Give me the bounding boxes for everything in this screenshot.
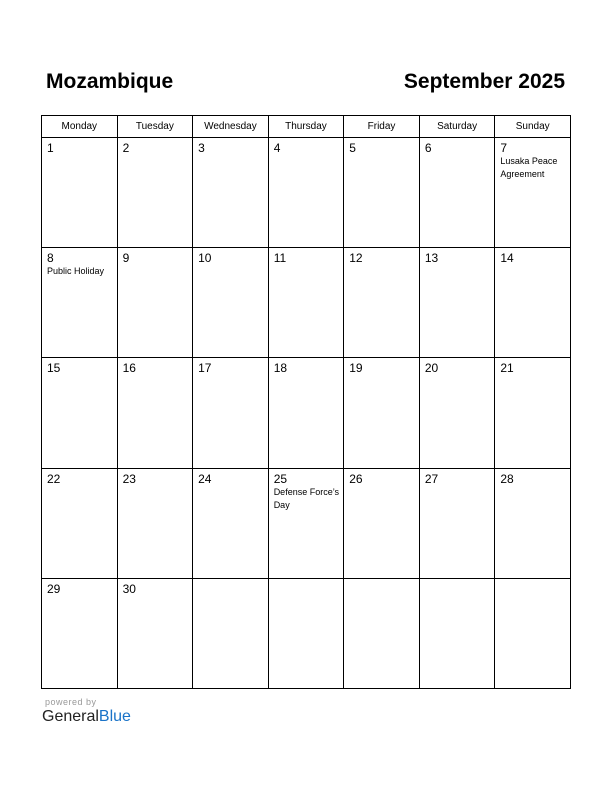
day-number: 26 (349, 471, 363, 486)
day-number: 19 (349, 361, 363, 376)
day-cell (193, 138, 269, 248)
day-number (269, 579, 344, 582)
day-cell (268, 578, 344, 688)
day-cell (495, 138, 571, 248)
week-row (42, 468, 571, 578)
day-number: 27 (424, 471, 439, 486)
day-cell (419, 248, 495, 358)
day-cell (268, 358, 344, 468)
logo-text-general: General (42, 708, 99, 725)
week-row (42, 358, 571, 468)
weekday-header: Friday (344, 116, 420, 138)
day-number: 15 (47, 361, 61, 376)
weekday-header: Monday (42, 116, 118, 138)
week-row (42, 248, 571, 358)
day-cell (42, 358, 118, 468)
day-number: 30 (122, 581, 136, 596)
day-number: 11 (273, 251, 287, 266)
day-cell (495, 468, 571, 578)
day-cell (42, 468, 118, 578)
day-number: 8 (47, 251, 54, 266)
generalblue-logo[interactable] (42, 708, 131, 726)
day-cell (419, 358, 495, 468)
day-cell (42, 578, 118, 688)
day-cell (117, 358, 193, 468)
day-number: 3 (198, 141, 205, 155)
day-cell (193, 578, 269, 688)
day-cell (193, 358, 269, 468)
day-number (495, 579, 570, 582)
day-cell (117, 468, 193, 578)
day-number: 16 (122, 361, 136, 376)
day-number: 25 (273, 471, 288, 486)
month-year-title: September 2025 (403, 70, 565, 93)
day-number: 5 (349, 141, 356, 155)
day-cell (495, 578, 571, 688)
day-number: 1 (47, 141, 54, 155)
day-cell (495, 358, 571, 468)
calendar-grid (41, 115, 571, 689)
day-cell (344, 578, 420, 688)
day-number: 4 (273, 141, 281, 155)
day-cell (344, 358, 420, 468)
weekday-header: Wednesday (193, 116, 269, 138)
day-number: 7 (500, 141, 508, 155)
week-row (42, 138, 571, 248)
day-number (420, 579, 495, 582)
day-number: 12 (349, 251, 363, 266)
day-cell (268, 248, 344, 358)
day-cell (419, 468, 495, 578)
holiday-label: Lusaka Peace Agreement (500, 156, 558, 179)
day-number: 21 (500, 361, 514, 376)
weekday-header: Thursday (268, 116, 344, 138)
day-cell (193, 248, 269, 358)
day-cell (268, 468, 344, 578)
day-number: 13 (424, 251, 439, 266)
weekday-header-row (42, 116, 571, 138)
day-number: 23 (122, 471, 136, 486)
holiday-label: Public Holiday (47, 266, 105, 277)
weekday-header: Sunday (495, 116, 571, 138)
day-cell (419, 138, 495, 248)
day-number: 17 (198, 361, 212, 376)
day-cell (419, 578, 495, 688)
day-number: 6 (424, 141, 432, 155)
weekday-header: Saturday (419, 116, 495, 138)
day-number: 24 (198, 471, 212, 486)
day-cell (495, 248, 571, 358)
logo-text-blue: Blue (98, 708, 131, 725)
day-number: 28 (500, 471, 514, 486)
day-number: 22 (47, 471, 61, 486)
day-cell (117, 248, 193, 358)
day-cell (117, 578, 193, 688)
day-number: 18 (273, 361, 288, 376)
weekday-header: Tuesday (117, 116, 193, 138)
day-cell (117, 138, 193, 248)
day-number: 10 (198, 251, 212, 266)
country-title: Mozambique (46, 70, 174, 93)
day-cell (42, 248, 118, 358)
day-number: 2 (122, 141, 130, 155)
day-number: 9 (122, 251, 130, 266)
day-cell (344, 138, 420, 248)
day-number: 20 (424, 361, 439, 376)
week-row (42, 578, 571, 688)
day-cell (42, 138, 118, 248)
day-cell (193, 468, 269, 578)
day-cell (344, 468, 420, 578)
day-cell (344, 248, 420, 358)
day-number: 29 (47, 581, 61, 596)
holiday-label: Defense Force’s Day (273, 486, 340, 510)
day-number (193, 579, 268, 582)
powered-by-label: powered by (45, 697, 97, 707)
day-cell (268, 138, 344, 248)
day-number: 14 (500, 251, 514, 266)
day-number (344, 579, 419, 582)
